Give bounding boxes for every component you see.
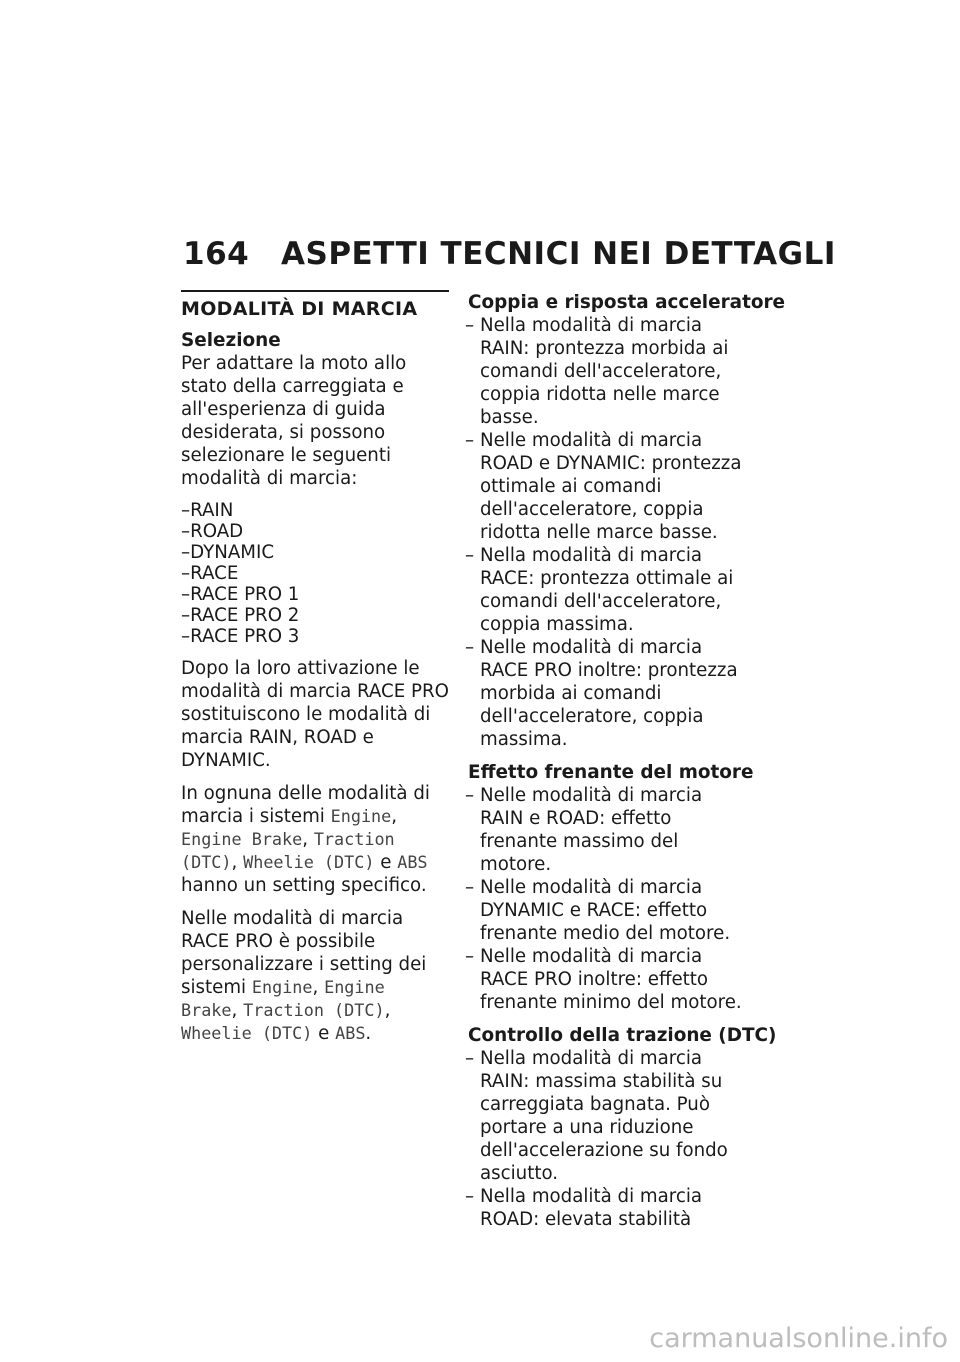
subheading-effetto-frenante: Effetto frenante del motore: [468, 762, 754, 783]
mode-item: –DYNAMIC: [181, 542, 275, 563]
mode-item: –RACE PRO 1: [181, 584, 300, 605]
mode-item: –RACE PRO 2: [181, 605, 300, 626]
page-title: ASPETTI TECNICI NEI DETTAGLI: [281, 236, 836, 272]
system-engine-brake: Engine Brake: [181, 977, 385, 1020]
list-item: – Nelle modalità di marcia DYNAMIC e RACE: effetto frenante medio del motore.: [468, 876, 742, 945]
subheading-controllo-trazione: Controllo della trazione (DTC): [468, 1025, 777, 1046]
customize-paragraph: Nelle modalità di marcia RACE PRO è possibile personalizzare i setting dei sistemi Engine, Engine Brake, Traction (DTC), Wheelie (DTC) e ABS.: [181, 908, 427, 1044]
list-item: – Nelle modalità di marcia RACE PRO inoltre: prontezza morbida ai comandi dell'acceleratore, coppia massima.: [468, 636, 742, 751]
system-traction: Traction (DTC): [243, 1000, 385, 1020]
system-engine-brake: Engine Brake: [181, 829, 303, 849]
list-item: – Nelle modalità di marcia RAIN e ROAD: effetto frenante massimo del motore.: [468, 784, 742, 876]
coppia-list: [468, 314, 742, 751]
section-divider: [181, 290, 449, 292]
system-abs: ABS: [397, 852, 428, 872]
list-item: – Nella modalità di marcia ROAD: elevata stabilità: [468, 1185, 742, 1231]
mode-item: –RACE PRO 3: [181, 626, 300, 647]
section-title: MODALITÀ DI MARCIA: [181, 298, 418, 320]
watermark: carmanualsonline.info: [649, 1323, 948, 1354]
subheading-selezione: Selezione: [181, 330, 281, 351]
list-item: – Nella modalità di marcia RACE: prontezza ottimale ai comandi dell'acceleratore, coppia massima.: [468, 544, 742, 636]
list-item: – Nelle modalità di marcia ROAD e DYNAMIC: prontezza ottimale ai comandi dell'acceleratore, coppia ridotta nelle marce basse.: [468, 429, 742, 544]
system-abs: ABS: [335, 1023, 366, 1043]
right-column: [468, 291, 786, 1241]
subheading-coppia: Coppia e risposta acceleratore: [468, 292, 786, 313]
system-engine: Engine: [251, 977, 313, 997]
mode-list: [181, 500, 449, 647]
effetto-frenante-list: [468, 784, 742, 1014]
controllo-trazione-list: [468, 1047, 742, 1231]
page-header: [183, 236, 836, 272]
mode-item: –ROAD: [181, 521, 244, 542]
mode-item: –RAIN: [181, 500, 234, 521]
system-wheelie: Wheelie (DTC): [181, 1023, 313, 1043]
race-pro-paragraph: Dopo la loro attivazione le modalità di marcia RACE PRO sostituiscono le modalità di marcia RAIN, ROAD e DYNAMIC.: [181, 658, 449, 771]
system-engine: Engine: [330, 806, 392, 826]
left-column: [181, 290, 449, 1055]
systems-paragraph: In ognuna delle modalità di marcia i sistemi Engine, Engine Brake, Traction (DTC), Wheelie (DTC) e ABS hanno un setting specifico.: [181, 783, 430, 896]
mode-item: –RACE: [181, 563, 239, 584]
intro-paragraph: Per adattare la moto allo stato della carreggiata e all'esperienza di guida desiderata, si possono selezionare le seguenti modalità di marcia:: [181, 353, 407, 489]
page-number: 164: [183, 236, 250, 272]
list-item: – Nella modalità di marcia RAIN: massima stabilità su carreggiata bagnata. Può portare a una riduzione dell'accelerazione su fondo asciutto.: [468, 1047, 742, 1185]
list-item: – Nella modalità di marcia RAIN: prontezza morbida ai comandi dell'acceleratore, coppia ridotta nelle marce basse.: [468, 314, 742, 429]
list-item: – Nelle modalità di marcia RACE PRO inoltre: effetto frenante minimo del motore.: [468, 945, 742, 1014]
system-wheelie: Wheelie (DTC): [243, 852, 375, 872]
system-traction: Traction (DTC): [181, 829, 395, 872]
